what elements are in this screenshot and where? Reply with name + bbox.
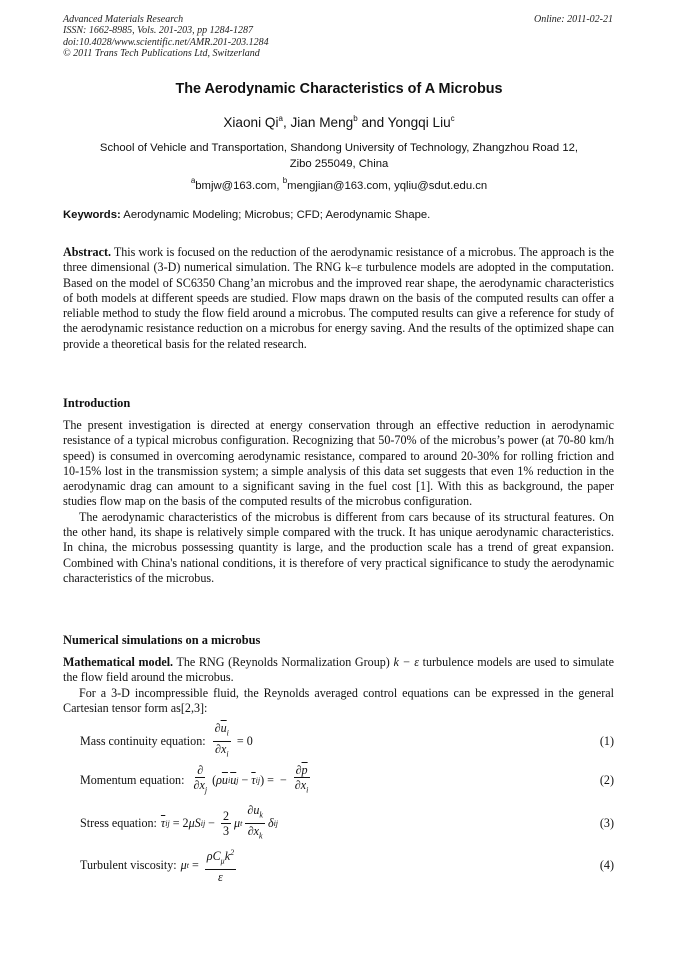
keywords — [63, 209, 430, 221]
math-model-text: turbulence models are used to simulate the flow field around the microbus. — [63, 655, 614, 685]
email-text: mengjian@163.com, yqliu@sdut.edu.cn — [287, 180, 488, 192]
author-list — [0, 114, 678, 130]
email-superscript: b — [282, 176, 288, 185]
affiliation-line: Zibo 255049, China — [289, 158, 389, 170]
section-heading-introduction: Introduction — [63, 396, 131, 410]
intro-paragraph-1: The present investigation is directed at energy conservation through an effective reduction in aerodynamic resistance of a typical microbus configuration. Recognizing that 50-70% of the microbus’s power (at 70-80 km/h speed) is consumed in overcoming aerodynamic resistance, compared to around 20-30% for rolling friction and 10-15% lost in the transmission system; a simple analysis of this data set suggests that even 1% reduction in the aerodynamic drag can amount to a significant saving in the fuel cost [1]. With this as background, the paper studies flow map on the basis of the computed results of the microbus configuration. — [63, 418, 614, 509]
online-date: Online: 2011-02-21 — [534, 14, 613, 25]
equation-number: (1) — [599, 733, 614, 748]
k-epsilon-symbol: k − ε — [393, 655, 419, 669]
math-model-paragraph — [63, 655, 614, 716]
author-name: , Jian Meng — [282, 115, 354, 130]
equation-label: Momentum equation: — [80, 772, 185, 787]
journal-name: Advanced Materials Research — [63, 14, 184, 25]
journal-header — [63, 14, 269, 60]
equation-label: Mass continuity equation: — [80, 733, 206, 748]
issn-line: ISSN: 1662-8985, Vols. 201-203, pp 1284-1287 — [63, 25, 253, 37]
author-name: Xiaoni Qi — [223, 115, 279, 130]
math-model-label: Mathematical model. — [63, 655, 174, 669]
email-text: bmjw@163.com, — [195, 180, 283, 192]
equation-formula: $\frac{\partial\overline{u}_i}{\partial x_i}$ = 0 — [214, 721, 253, 758]
equation-number: (2) — [599, 772, 614, 787]
equation-2 — [80, 760, 614, 800]
equation-4 — [80, 845, 614, 885]
copyright-line: © 2011 Trans Tech Publications Ltd, Switzerland — [63, 48, 260, 60]
section-heading-numerical: Numerical simulations on a microbus — [63, 633, 261, 647]
author-superscript: b — [353, 114, 358, 123]
equation-1 — [80, 721, 614, 761]
equation-formula: μ t = $\frac{\rho C_\mu k^2}{\varepsilon}$ — [180, 848, 235, 884]
doi-line: doi:10.4028/www.scientific.net/AMR.201-203.1284 — [63, 36, 269, 48]
email-superscript: a — [190, 176, 196, 185]
keywords-text: Aerodynamic Modeling; Microbus; CFD; Aerodynamic Shape. — [120, 209, 431, 221]
affiliation — [62, 140, 616, 172]
abstract-label: Abstract. — [63, 245, 112, 259]
equation-number: (3) — [599, 815, 614, 830]
intro-paragraph — [63, 418, 614, 586]
paper-title: The Aerodynamic Characteristics of A Microbus — [175, 81, 503, 97]
abstract-text: This work is focused on the reduction of the aerodynamic resistance of a microbus. The approach is the three dimensional (3-D) numerical simulation. The RNG k–ε turbulence models are adopted in the computation. Based on the model of SC6350 Chang’an microbus and the improved rear shape, the aerodynamic characteristics of both models at different speeds are studied. Flow maps drawn on the basis of the computed results can offer a reliable method to study the flow field around a microbus. The computed results can give a reference for study of the aerodynamic resistance reduction on a microbus for energy saving. And the results of the optimized shape can provide a theoretical basis for the related research. — [63, 245, 615, 351]
equation-formula: $\frac{\partial}{\partial x_j}$ ( ρ $\overline{u}$ i $\overline{u}$ j − $\overline{\tau}$ ij ) = − $\frac{\partial\overline{p}}{\partial x_i}$ — [193, 762, 309, 795]
intro-paragraph-2: The aerodynamic characteristics of the microbus is different from cars because of its structural features. On the other hand, its shape is relatively simple compared with the truck. It has unique aerodynamic characteristics. In china, the microbus possessing quantity is large, and the production scale has a trend of great expansion. Combined with China's national conditions, it is therefore of very practical significance to study the aerodynamic characteristics of the microbus. — [63, 509, 614, 585]
equation-3 — [80, 803, 614, 843]
equation-number: (4) — [599, 857, 614, 872]
equation-label: Turbulent viscosity: — [80, 857, 177, 872]
equation-label: Stress equation: — [80, 815, 157, 830]
equation-formula: $\overline{\tau}$ ij = 2 μS ij − $\frac{2}{3}$ μ t $\frac{\partial u_k}{\partial x_k}$ δ ij — [160, 803, 279, 840]
author-name: and Yongqi Liu — [357, 115, 451, 130]
math-model-p1 — [63, 655, 614, 686]
affiliation-line: School of Vehicle and Transportation, Shandong University of Technology, Zhangzhou Road 12, — [99, 142, 579, 154]
abstract — [63, 245, 614, 352]
keywords-label: Keywords: — [63, 209, 121, 221]
author-superscript: c — [450, 114, 455, 123]
math-model-p2: For a 3-D incompressible fluid, the Reynolds averaged control equations can be expressed in the general Cartesian tensor form as[2,3]: — [63, 685, 614, 715]
math-model-text: The RNG (Reynolds Normalization Group) — [173, 655, 394, 669]
email-line — [0, 176, 678, 192]
author-superscript: a — [278, 114, 283, 123]
